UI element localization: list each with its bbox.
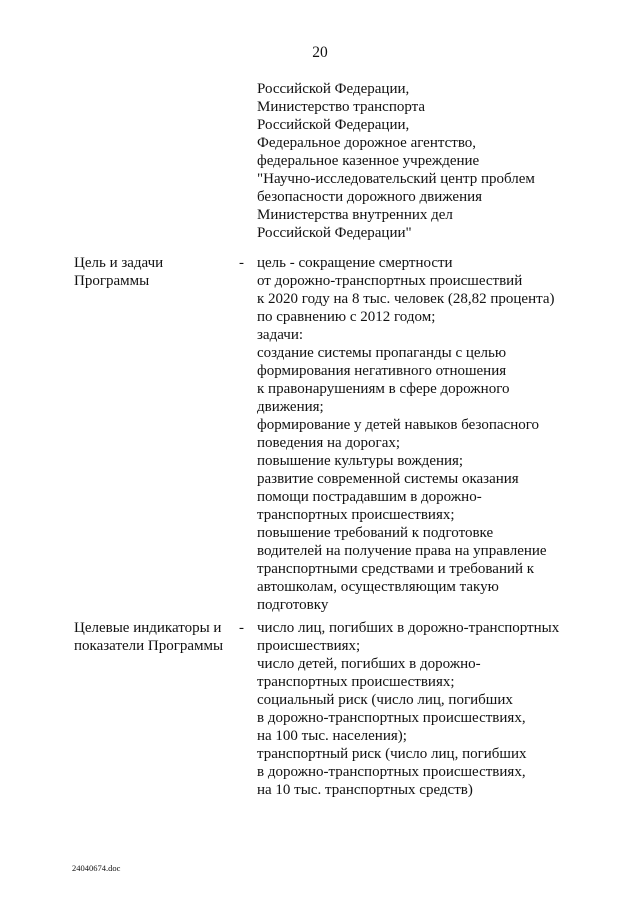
text-line: число детей, погибших в дорожно-: [257, 656, 481, 672]
text-line: от дорожно-транспортных происшествий: [257, 273, 523, 289]
continuation-block: [257, 80, 587, 242]
text-line: создание системы пропаганды с целью: [257, 345, 507, 361]
text-line: социальный риск (число лиц, погибших: [257, 692, 513, 708]
text-line: к 2020 году на 8 тыс. человек (28,82 процента): [257, 291, 555, 307]
page-number: 20: [312, 44, 328, 61]
text-line: формирование у детей навыков безопасного: [257, 417, 540, 433]
text-line: задачи:: [257, 327, 304, 343]
text-line: в дорожно-транспортных происшествиях,: [257, 764, 526, 780]
text-line: поведения на дорогах;: [257, 435, 401, 451]
text-line: движения;: [257, 399, 324, 415]
goals-label: [74, 254, 234, 290]
text-line: транспортных происшествиях;: [257, 507, 455, 523]
text-line: Министерство транспорта: [257, 99, 426, 115]
text-line: федеральное казенное учреждение: [257, 153, 480, 169]
text-line: транспортными средствами и требований к: [257, 561, 535, 577]
text-line: повышение культуры вождения;: [257, 453, 464, 469]
text-line: формирования негативного отношения: [257, 363, 507, 379]
indicators-label: [74, 619, 234, 655]
text-line: происшествиях;: [257, 638, 361, 654]
indicators-label-line: Целевые индикаторы и: [74, 620, 222, 636]
text-line: помощи пострадавшим в дорожно-: [257, 489, 482, 505]
indicators-text: [257, 619, 587, 799]
text-line: Российской Федерации,: [257, 117, 410, 133]
text-line: Министерства внутренних дел: [257, 207, 453, 223]
indicators-dash: -: [239, 620, 244, 636]
text-line: в дорожно-транспортных происшествиях,: [257, 710, 526, 726]
text-line: на 100 тыс. населения);: [257, 728, 407, 744]
text-line: "Научно-исследовательский центр проблем: [257, 171, 535, 187]
goals-label-line: Цель и задачи: [74, 255, 164, 271]
text-line: транспортных происшествиях;: [257, 674, 455, 690]
text-line: водителей на получение права на управление: [257, 543, 547, 559]
text-line: на 10 тыс. транспортных средств): [257, 782, 473, 798]
text-line: число лиц, погибших в дорожно-транспортных: [257, 620, 560, 636]
text-line: развитие современной системы оказания: [257, 471, 519, 487]
text-line: Федеральное дорожное агентство,: [257, 135, 477, 151]
goals-text: [257, 254, 587, 614]
text-line: цель - сокращение смертности: [257, 255, 453, 271]
goals-label-line: Программы: [74, 273, 150, 289]
text-line: подготовку: [257, 597, 329, 613]
text-line: по сравнению с 2012 годом;: [257, 309, 436, 325]
goals-dash: -: [239, 255, 244, 271]
text-line: безопасности дорожного движения: [257, 189, 483, 205]
file-name-footer: 24040674.doc: [72, 863, 121, 873]
text-line: Российской Федерации": [257, 225, 412, 241]
text-line: повышение требований к подготовке: [257, 525, 494, 541]
text-line: к правонарушениям в сфере дорожного: [257, 381, 510, 397]
text-line: транспортный риск (число лиц, погибших: [257, 746, 527, 762]
text-line: Российской Федерации,: [257, 81, 410, 97]
text-line: автошколам, осуществляющим такую: [257, 579, 499, 595]
indicators-label-line: показатели Программы: [74, 638, 224, 654]
